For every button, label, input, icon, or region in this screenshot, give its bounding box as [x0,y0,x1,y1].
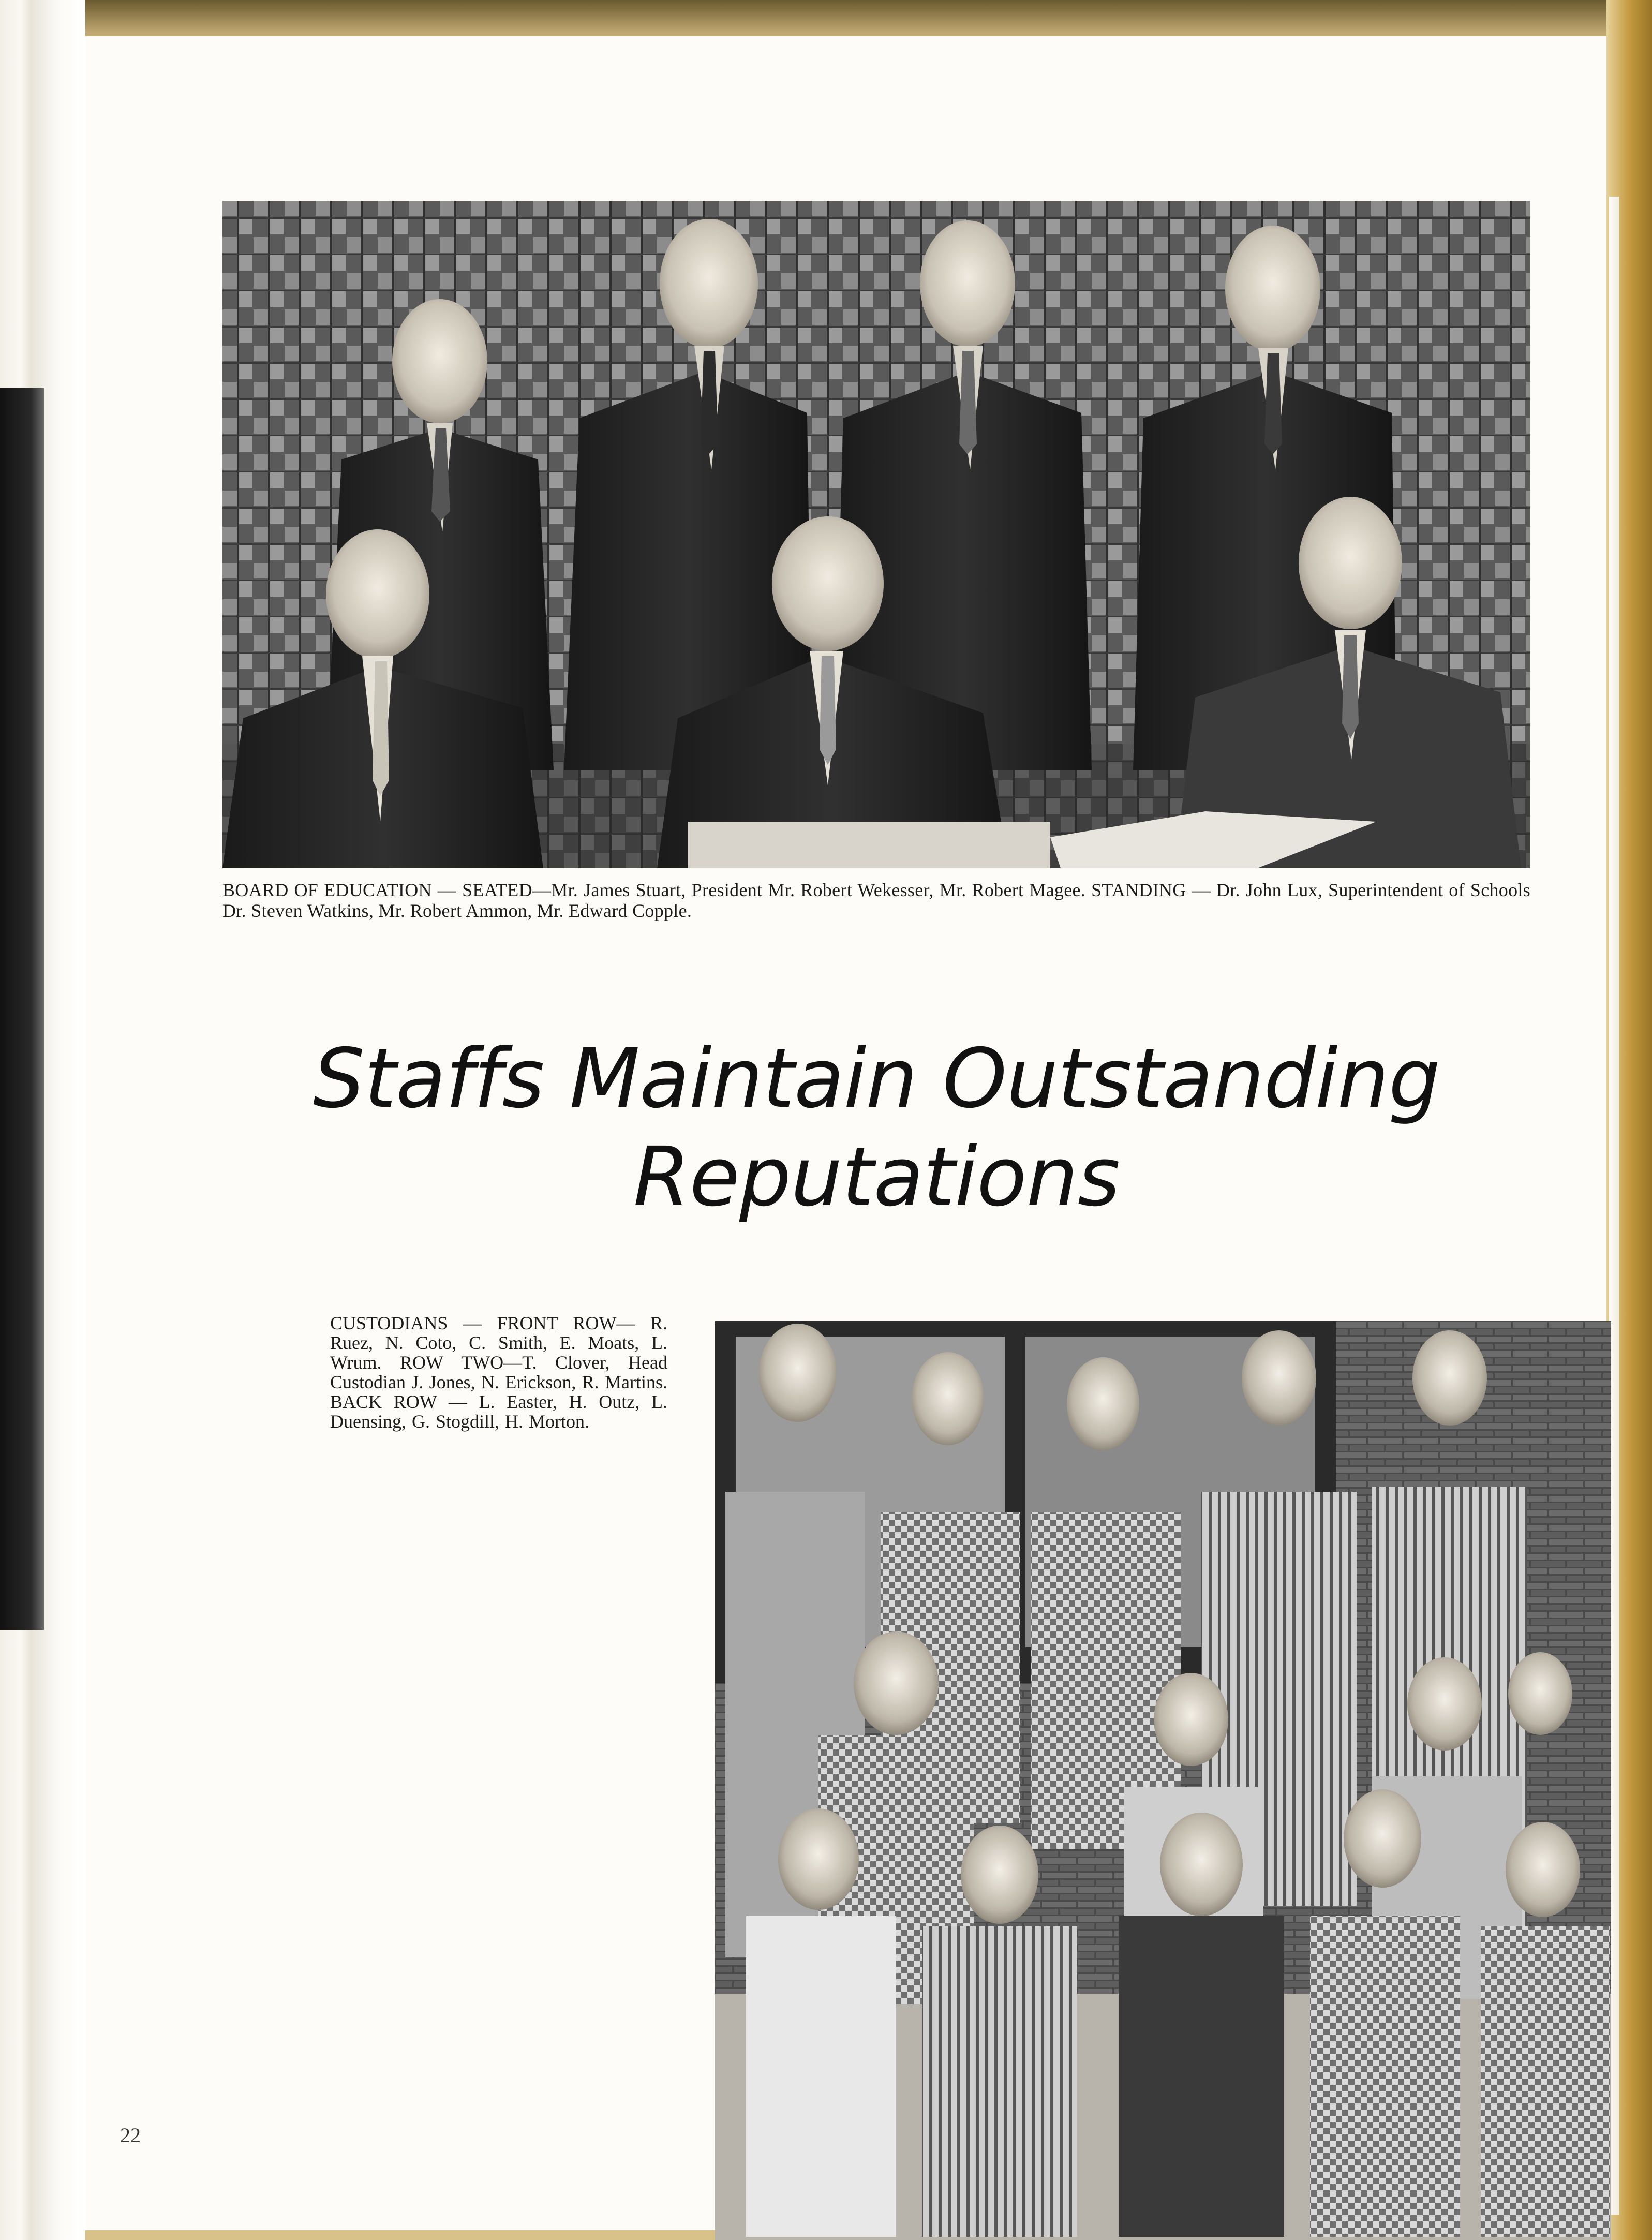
scan-top-edge [0,0,1652,36]
page-headline: Staffs Maintain Outstanding Reputations [312,1031,1440,1225]
custodians-photo [715,1321,1611,2240]
custodians-photo-caption: CUSTODIANS — FRONT ROW— R. Ruez, N. Coto, C. Smith, E. Moats, L. Wrum. ROW TWO—T. Clover, Head Custodian J. Jones, N. Erickson, R. Martins. BACK ROW — L. Easter, H. Outz, L. Duensing, G. Stogdill, H. Morton. [330,1313,667,1432]
binding-shadow [0,388,44,1630]
page-number: 22 [120,2124,141,2147]
board-photo-caption: BOARD OF EDUCATION — SEATED—Mr. James Stuart, President Mr. Robert Wekesser, Mr. Robert Magee. STANDING — Dr. John Lux, Superintendent of Schools Dr. Steven Watkins, Mr. Robert Ammon, Mr. Edward Copple. [222,880,1530,921]
board-of-education-photo [222,201,1530,868]
